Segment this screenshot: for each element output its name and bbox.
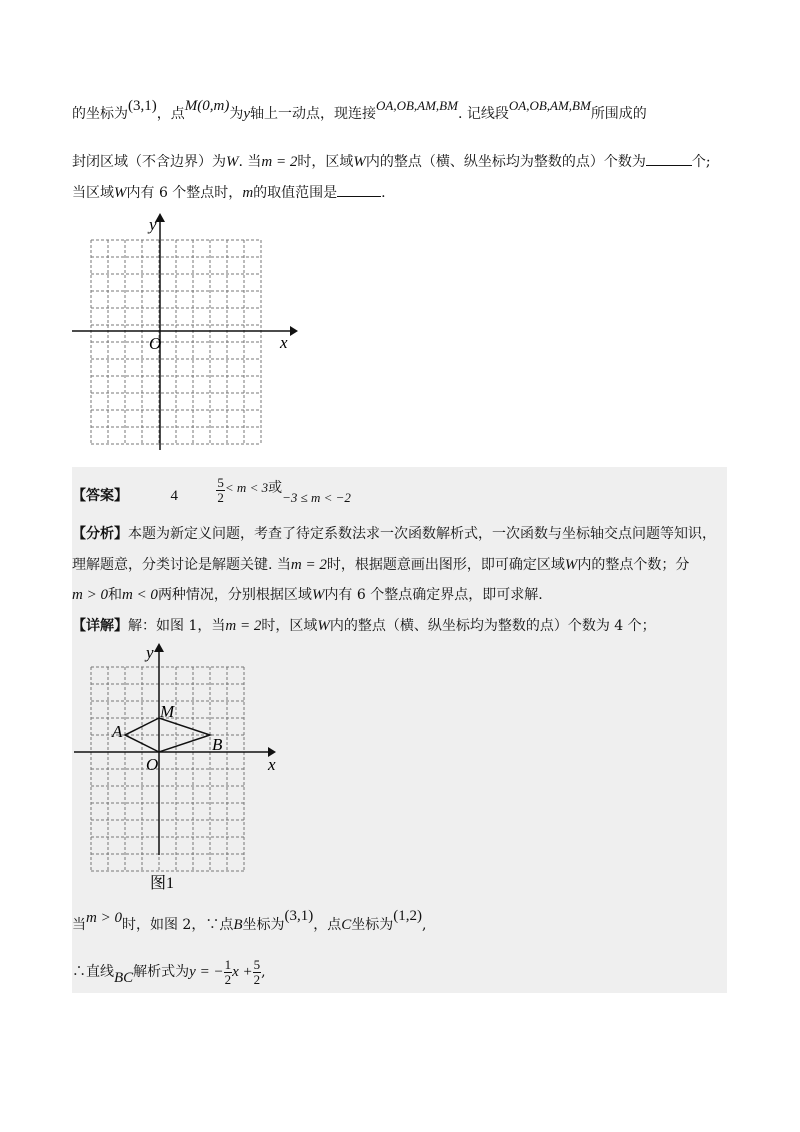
problem-line-3 (72, 182, 386, 203)
figure-caption: 图1 (150, 875, 175, 892)
analysis-line-2 (72, 555, 689, 575)
math-expr: x + (232, 964, 253, 980)
text: 封闭区域（不含边界）为 (72, 154, 226, 170)
text: 内有 6 个整点确定界点，即可求解. (324, 587, 543, 603)
text: 的坐标为 (72, 106, 128, 122)
frac-den: 2 (253, 971, 261, 987)
answer-blank (337, 182, 381, 197)
math-line-name: BC (114, 970, 134, 986)
math-eq: m = 2 (261, 154, 298, 170)
frac-den: 2 (224, 971, 232, 987)
math-var: y (243, 106, 250, 122)
origin-label: O (149, 334, 162, 353)
fraction (224, 958, 233, 987)
text: 两种情况，分别根据区域 (157, 587, 312, 603)
text: , (261, 964, 266, 980)
point-label-a: A (112, 722, 123, 741)
text: 内的整点个数；分 (577, 557, 690, 573)
math-var: W (353, 154, 366, 170)
origin-label: O (146, 755, 159, 774)
problem-line-1 (72, 98, 647, 124)
axis-label-y: y (149, 215, 157, 234)
math-ineq: m > 0 (86, 910, 122, 926)
text: 内的整点（横、纵坐标均为整数的点）个数为 4 个； (329, 618, 656, 634)
text: 个; (691, 154, 711, 170)
text: . 记线段 (457, 106, 509, 122)
text: 坐标为 (242, 917, 285, 933)
math-ineq: m < 0 (121, 587, 158, 603)
frac-den: 2 (217, 489, 224, 505)
math-var: B (233, 917, 243, 933)
analysis-line-1 (72, 524, 716, 544)
detail-line (72, 616, 656, 636)
math-expr: y = − (189, 964, 224, 980)
text: 理解题意，分类讨论是解题关键. 当 (72, 557, 291, 573)
problem-line-2 (72, 151, 711, 172)
math-segments: OA,OB,AM,BM (508, 98, 591, 113)
text: 时，如图 2，∵点 (121, 917, 234, 933)
math-var: W (114, 185, 127, 201)
math-coord: (3,1) (284, 908, 314, 924)
text: ，点 (313, 917, 342, 933)
answer-blank (646, 151, 692, 166)
text: 和 (107, 587, 122, 603)
frac-num: 1 (224, 956, 232, 972)
math-point-m: M(0,m) (184, 98, 230, 114)
math-var: C (341, 917, 352, 933)
point-label-b: B (212, 735, 223, 754)
math-eq: m = 2 (290, 557, 327, 573)
text: 解析式为 (133, 964, 190, 980)
answer-value-1: 4 (170, 488, 178, 504)
text: 当 (72, 917, 86, 933)
coordinate-grid-1 (70, 210, 300, 455)
axis-label-x: x (280, 333, 288, 352)
text: 内有 6 个整点时， (126, 185, 243, 201)
math-coord: (1,2) (393, 908, 423, 924)
answer-label: 【答案】 (72, 488, 128, 504)
text: . (381, 185, 386, 201)
text: 或 (268, 480, 283, 496)
point-label-m: M (160, 702, 175, 721)
tail-line-2 (72, 952, 266, 992)
axis-label-y: y (146, 643, 154, 662)
math-var: W (317, 618, 330, 634)
text: 当区域 (72, 185, 114, 201)
answer-inequality-2: −3 ≤ m < −2 (282, 490, 351, 505)
math-var: W (564, 557, 578, 573)
answer-fraction (216, 476, 225, 505)
text: , (422, 917, 427, 933)
text: ，点 (156, 106, 185, 122)
detail-label: 【详解】 (72, 618, 128, 634)
text: ∴直线 (72, 964, 114, 980)
fraction (253, 958, 262, 987)
text: 内的整点（横、纵坐标均为整数的点）个数为 (365, 154, 646, 170)
text: 所围成的 (590, 106, 647, 122)
analysis-label: 【分析】 (72, 526, 128, 542)
text: 解：如图 1，当 (128, 618, 226, 634)
tail-line-1 (72, 910, 426, 940)
text: 坐标为 (351, 917, 394, 933)
y-axis-arrow (154, 643, 164, 652)
text: 为 (229, 106, 244, 122)
frac-num: 5 (253, 956, 261, 972)
math-var: W (311, 587, 325, 603)
text: . 当 (238, 154, 262, 170)
answer-inequality-1: < m < 3 (224, 480, 269, 495)
axis-label-x: x (268, 755, 276, 774)
math-ineq: m > 0 (72, 587, 108, 603)
answer-line (72, 476, 351, 516)
text: 轴上一动点，现连接 (250, 106, 376, 122)
x-axis-arrow (290, 326, 298, 336)
math-coord: (3,1) (128, 98, 157, 114)
text: 时，根据题意画出图形，即可确定区域 (326, 557, 565, 573)
text: 时，区域 (261, 618, 318, 634)
math-eq: m = 2 (225, 618, 262, 634)
math-segments: OA,OB,AM,BM (376, 98, 458, 113)
analysis-line-3 (72, 585, 543, 605)
text: 时，区域 (297, 154, 354, 170)
math-var: m (242, 185, 254, 201)
text: 的取值范围是 (253, 185, 338, 201)
frac-num: 5 (217, 474, 224, 490)
text: 本题为新定义问题，考查了待定系数法求一次函数解析式，一次函数与坐标轴交点问题等知识， (128, 526, 716, 542)
math-var: W (226, 154, 239, 170)
coordinate-grid-2 (72, 640, 282, 895)
